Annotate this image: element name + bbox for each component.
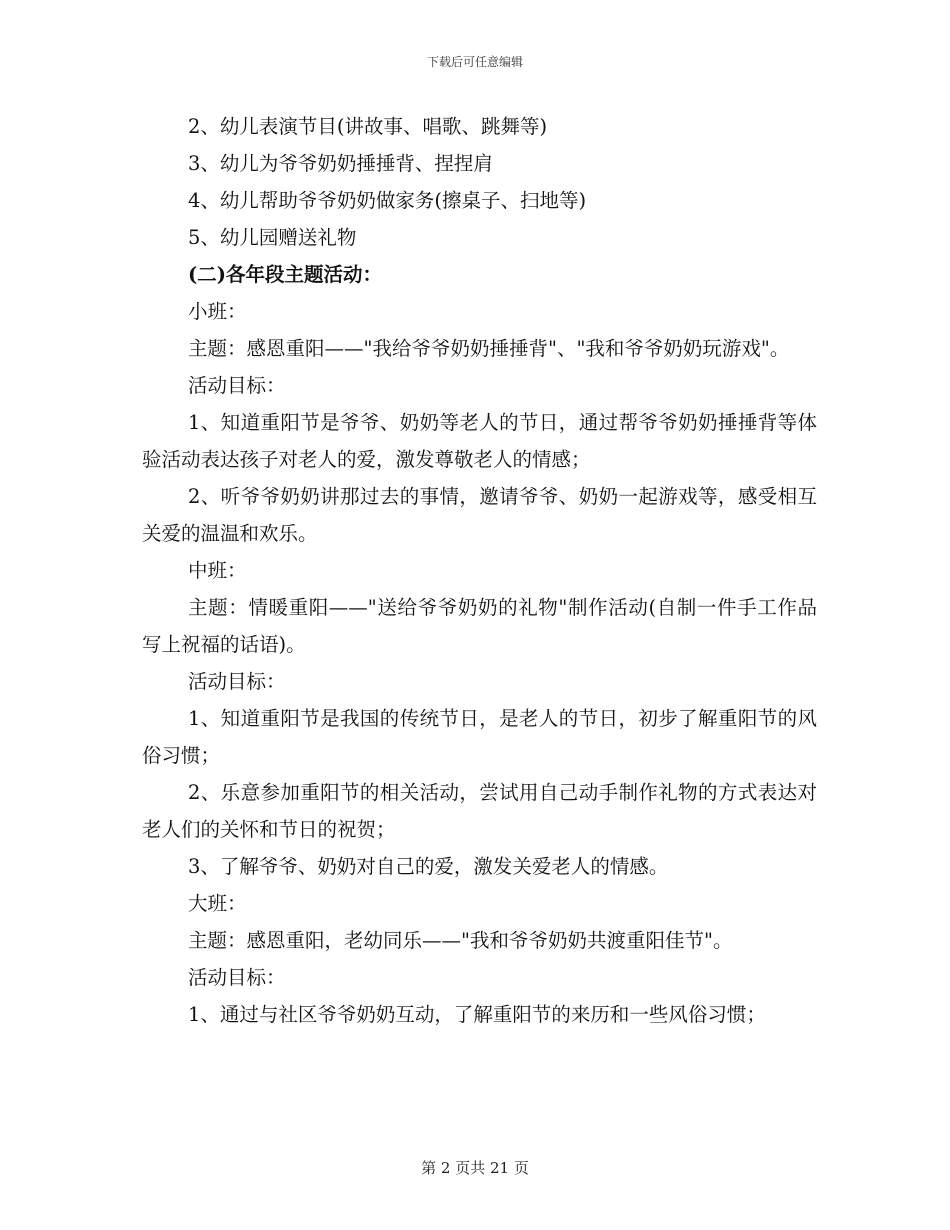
paragraph: 主题：情暖重阳——"送给爷爷奶奶的礼物"制作活动(自制一件手工作品写上祝福的话语)。 <box>142 596 817 656</box>
paragraph: 3、幼儿为爷爷奶奶捶捶背、捏捏肩 <box>188 152 493 175</box>
paragraph: 1、知道重阳节是我国的传统节日，是老人的节日，初步了解重阳节的风俗习惯； <box>142 707 817 767</box>
paragraph: 2、听爷爷奶奶讲那过去的事情，邀请爷爷、奶奶一起游戏等，感受相互关爱的温温和欢乐。 <box>142 485 817 545</box>
paragraph: 5、幼儿园赠送礼物 <box>188 226 357 249</box>
paragraph: 1、通过与社区爷爷奶奶互动，了解重阳节的来历和一些风俗习惯； <box>188 1003 766 1026</box>
paragraph: 活动目标： <box>188 670 286 693</box>
paragraph: 活动目标： <box>188 966 286 989</box>
paragraph: 主题：感恩重阳——"我给爷爷奶奶捶捶背"、"我和爷爷奶奶玩游戏"。 <box>188 337 790 360</box>
paragraph: 主题：感恩重阳，老幼同乐——"我和爷爷奶奶共渡重阳佳节"。 <box>188 929 733 952</box>
paragraph: 2、幼儿表演节目(讲故事、唱歌、跳舞等) <box>188 115 548 138</box>
paragraph: 小班： <box>188 300 247 323</box>
paragraph: 中班： <box>188 559 247 582</box>
paragraph: 4、幼儿帮助爷爷奶奶做家务(擦桌子、扫地等) <box>188 189 587 212</box>
paragraph: 2、乐意参加重阳节的相关活动，尝试用自己动手制作礼物的方式表达对老人们的关怀和节日的祝贺； <box>142 781 817 841</box>
document-body <box>142 108 817 1033</box>
section-heading: (二)各年段主题活动： <box>188 263 382 286</box>
paragraph: 3、了解爷爷、奶奶对自己的爱，激发关爱老人的情感。 <box>188 855 669 878</box>
paragraph: 大班： <box>188 892 247 915</box>
paragraph: 1、知道重阳节是爷爷、奶奶等老人的节日，通过帮爷爷奶奶捶捶背等体验活动表达孩子对老人的爱，激发尊敬老人的情感； <box>142 411 817 471</box>
paragraph: 活动目标： <box>188 374 286 397</box>
page-header: 下载后可任意编辑 <box>426 55 523 69</box>
page-footer: 第 2 页共 21 页 <box>421 1159 529 1177</box>
